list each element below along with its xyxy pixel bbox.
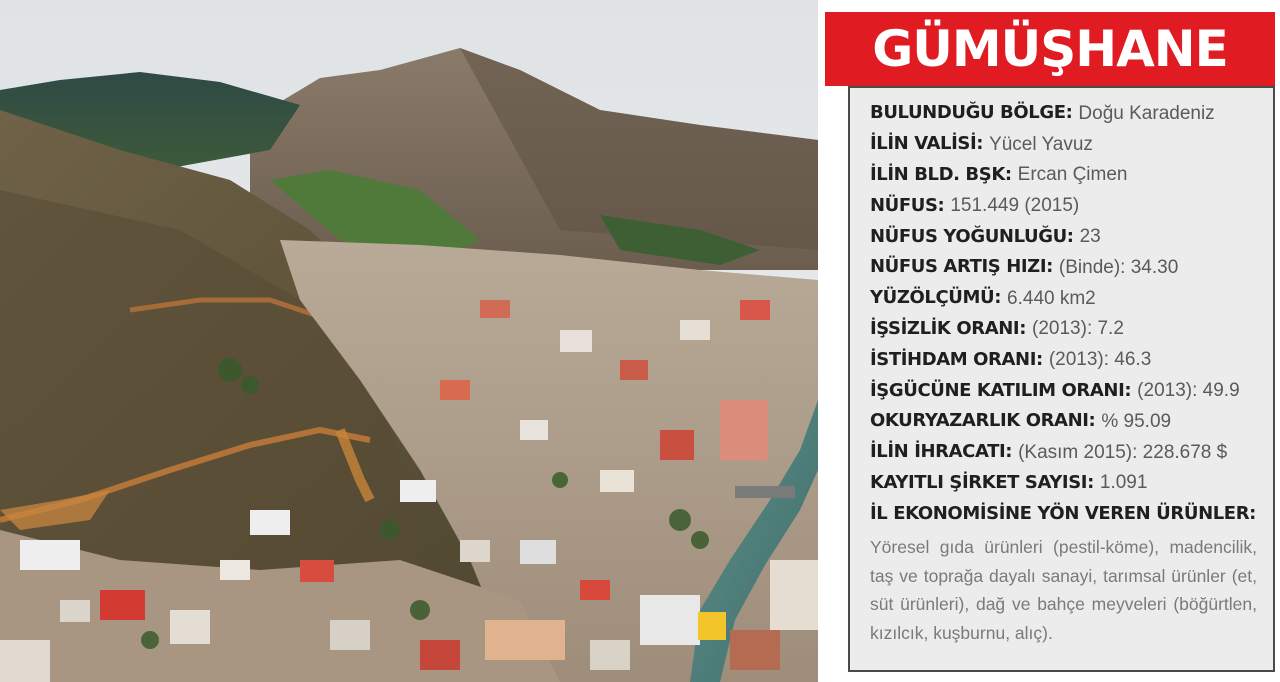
products-heading: İL EKONOMİSİNE YÖN VEREN ÜRÜNLER: xyxy=(870,502,1256,524)
fact-value: (Binde): 34.30 xyxy=(1058,256,1179,278)
fact-value: (2013): 49.9 xyxy=(1137,380,1240,402)
fact-value: 151.449 (2015) xyxy=(950,195,1080,217)
fact-label: NÜFUS: xyxy=(870,194,945,216)
fact-label: BULUNDUĞU BÖLGE: xyxy=(870,102,1073,124)
fact-label: NÜFUS YOĞUNLUĞU: xyxy=(870,225,1074,247)
fact-row-employment xyxy=(870,344,1263,375)
fact-label: İLİN VALİSİ: xyxy=(870,133,984,155)
fact-row-labor-participation xyxy=(870,375,1263,406)
fact-value: Ercan Çimen xyxy=(1017,164,1128,186)
products-heading-row xyxy=(870,498,1263,529)
fact-label: İŞSİZLİK ORANI: xyxy=(870,317,1027,339)
fact-row-governor xyxy=(870,129,1263,160)
fact-row-region xyxy=(870,98,1263,129)
province-title: GÜMÜŞHANE xyxy=(872,20,1228,78)
fact-label: YÜZÖLÇÜMÜ: xyxy=(870,287,1002,309)
products-description: Yöresel gıda ürünleri (pestil-köme), madencilik, taş ve toprağa dayalı sanayi, tarımsal ürünler (et, süt ürünleri), dağ ve bahçe meyveleri (böğürtlen, kızılcık, kuşburnu, alıç). xyxy=(870,537,1257,643)
fact-value: (2013): 7.2 xyxy=(1032,318,1124,340)
fact-value: (Kasım 2015): 228.678 $ xyxy=(1018,441,1228,463)
province-title-banner xyxy=(825,12,1275,86)
fact-value: % 95.09 xyxy=(1101,410,1172,432)
province-facts-box xyxy=(848,86,1275,672)
fact-value: (2013): 46.3 xyxy=(1048,349,1152,371)
fact-row-companies xyxy=(870,468,1263,499)
fact-label: İSTİHDAM ORANI: xyxy=(870,348,1043,370)
fact-row-area xyxy=(870,283,1263,314)
fact-value: 23 xyxy=(1079,226,1101,248)
fact-row-growth-rate xyxy=(870,252,1263,283)
fact-row-exports xyxy=(870,437,1263,468)
fact-value: Doğu Karadeniz xyxy=(1078,102,1215,124)
fact-label: KAYITLI ŞİRKET SAYISI: xyxy=(870,471,1094,493)
fact-row-population xyxy=(870,190,1263,221)
fact-value: Yücel Yavuz xyxy=(989,133,1093,155)
fact-label: İŞGÜCÜNE KATILIM ORANI: xyxy=(870,379,1132,401)
fact-label: OKURYAZARLIK ORANI: xyxy=(870,410,1096,432)
fact-label: İLİN BLD. BŞK: xyxy=(870,163,1012,185)
fact-row-unemployment xyxy=(870,314,1263,345)
fact-label: İLİN İHRACATI: xyxy=(870,441,1013,463)
fact-label: NÜFUS ARTIŞ HIZI: xyxy=(870,256,1053,278)
fact-row-mayor xyxy=(870,160,1263,191)
fact-value: 1.091 xyxy=(1099,472,1148,494)
fact-row-literacy xyxy=(870,406,1263,437)
fact-value: 6.440 km2 xyxy=(1007,287,1096,309)
fact-row-density xyxy=(870,221,1263,252)
